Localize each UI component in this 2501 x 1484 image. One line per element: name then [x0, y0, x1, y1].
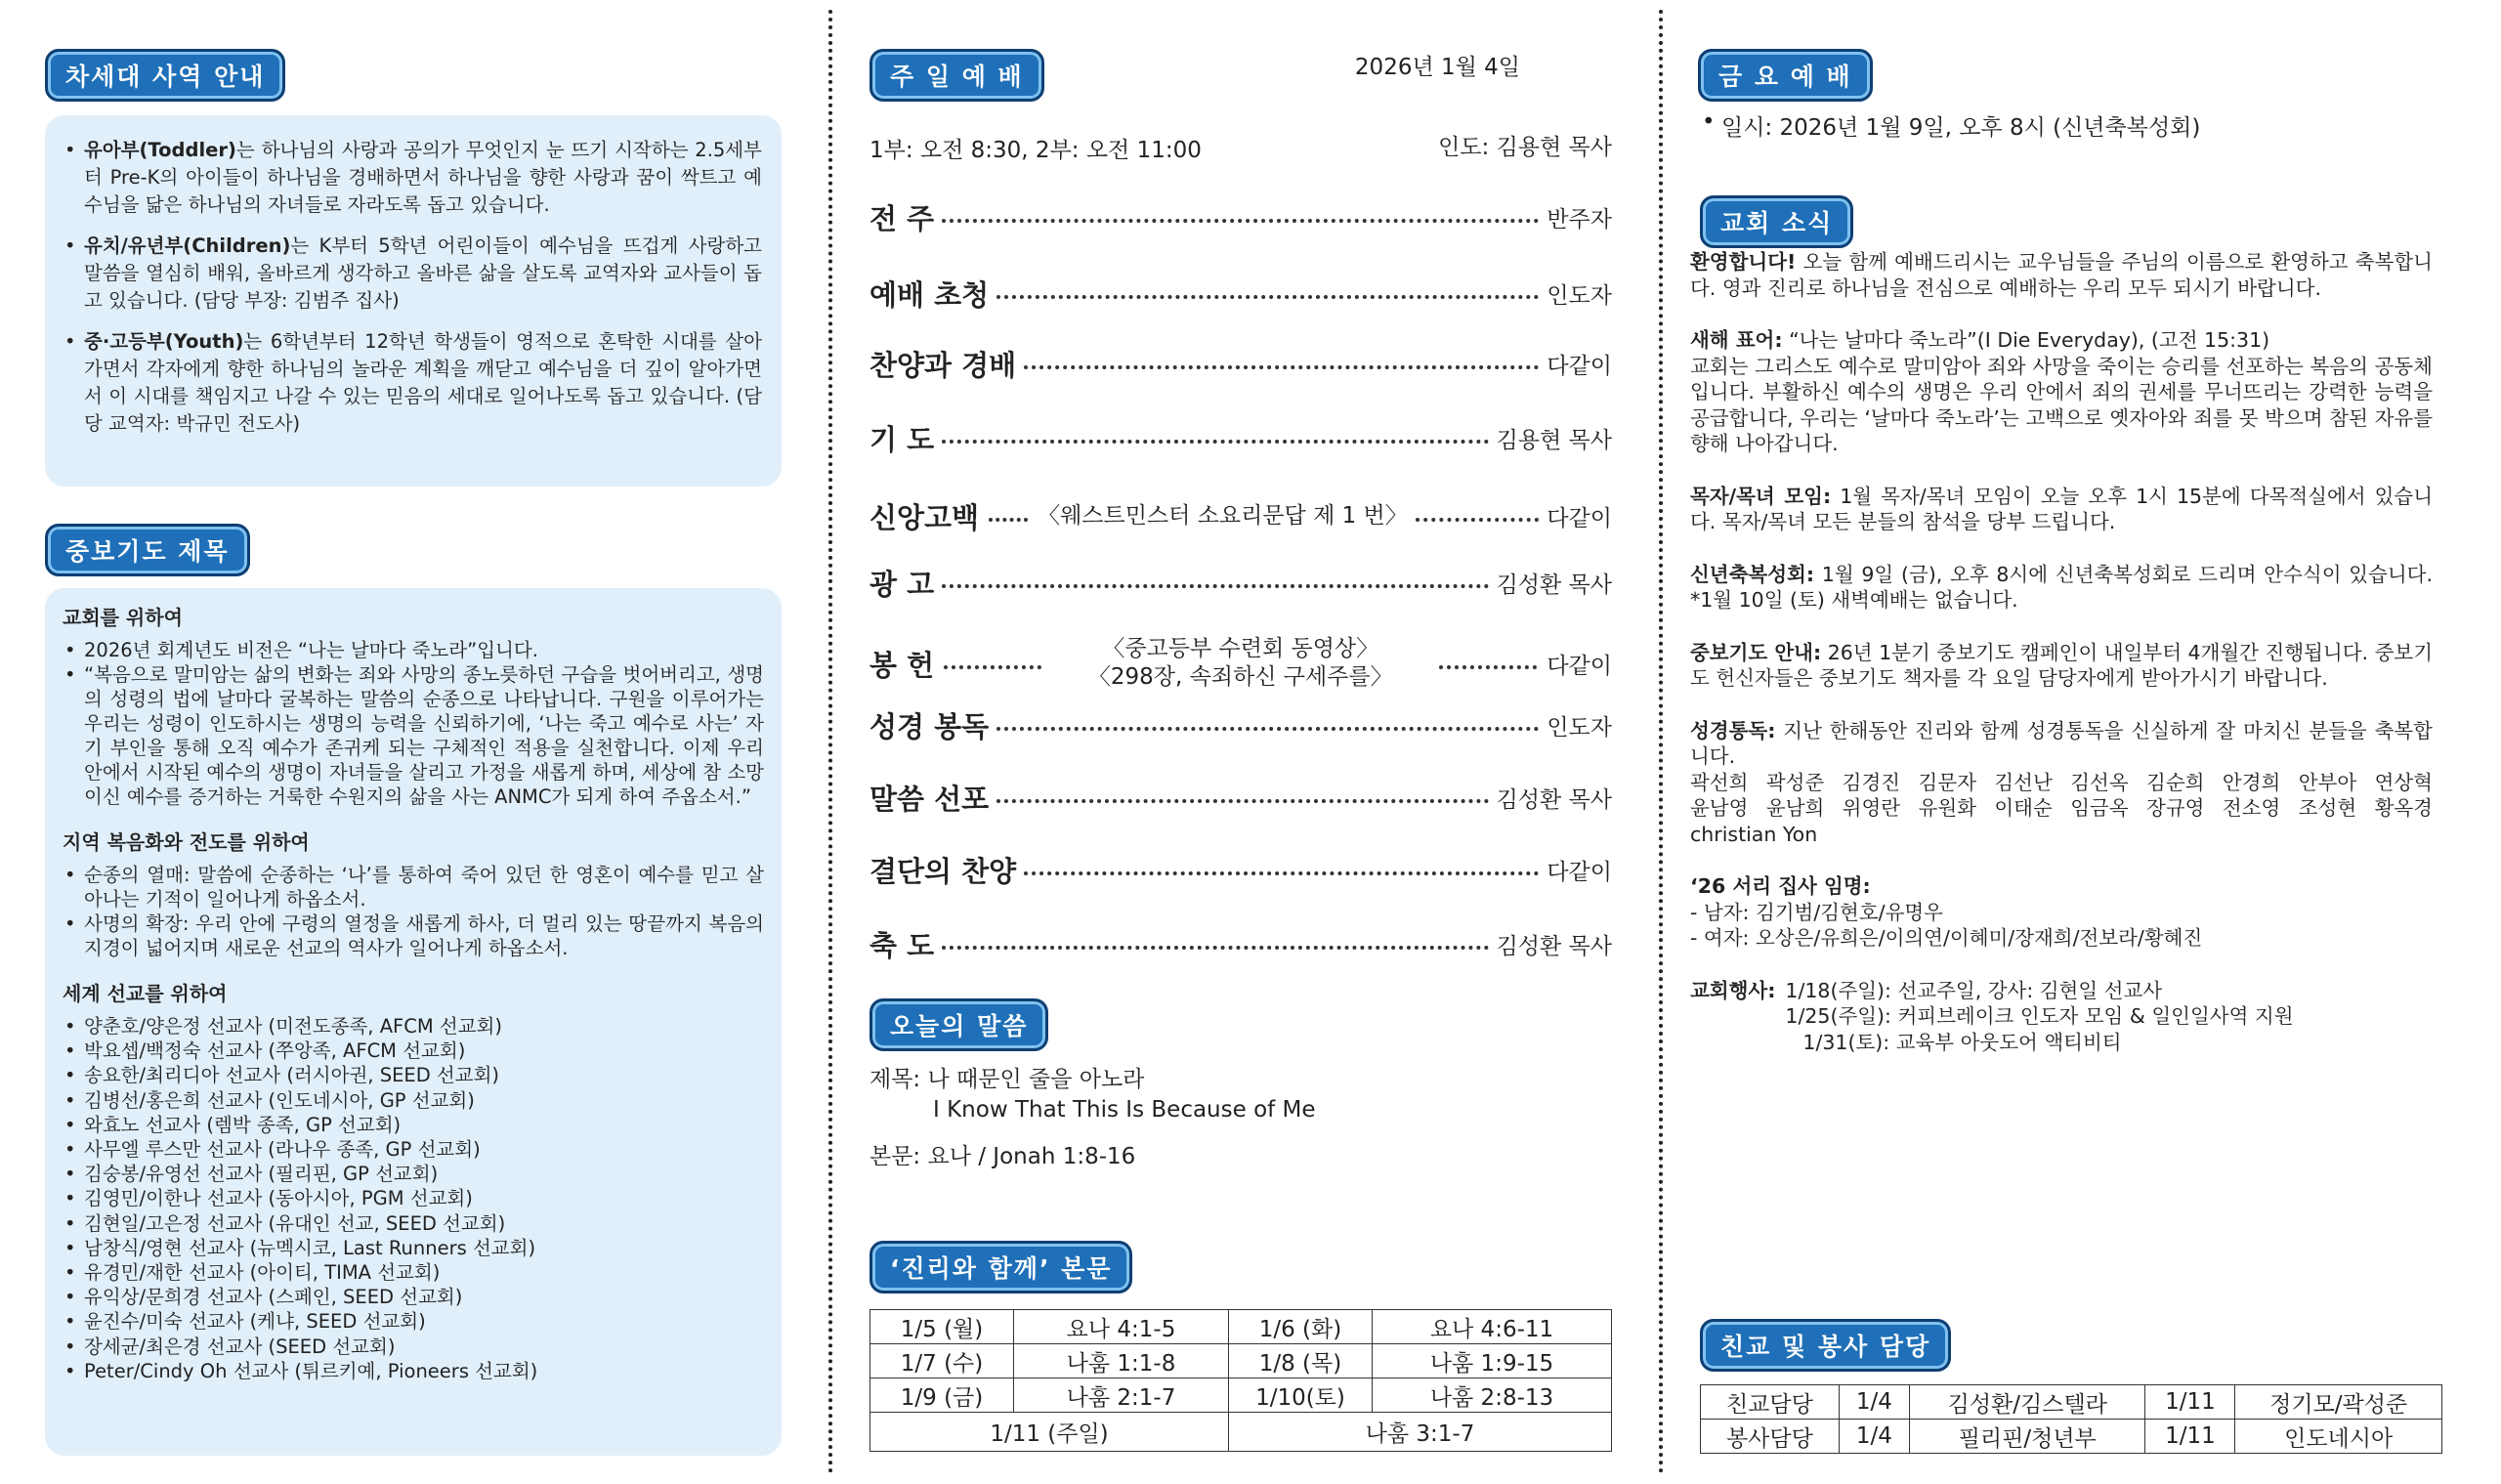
news-events: 교회행사: 1/18(주일): 선교주일, 강사: 김현일 선교사 1/25(주일): 커피브레이크 인도자 모임 & 일인일사역 지원 1/31(토): 교육부 아웃도어 액티비티	[1690, 978, 2294, 1054]
order-row: 봉 헌 〈중고등부 수련회 동영상〉 〈298장, 속죄하신 구세주를〉 다같이	[869, 636, 1612, 690]
column-divider-right	[1659, 10, 1663, 1474]
prayer-church	[63, 606, 764, 809]
sermon-info	[869, 1065, 1316, 1172]
prayer-church-title: 교회를 위하여	[63, 606, 183, 629]
reading-table	[869, 1309, 1612, 1452]
order-row: 전 주 반주자	[869, 201, 1612, 235]
order-row: 성경 봉독 인도자	[869, 709, 1612, 743]
list-item: • 2026년 회계년도 비전은 “나는 날마다 죽노라”입니다.	[63, 638, 764, 662]
prayer-local-title: 지역 복음화와 전도를 위하여	[63, 830, 310, 854]
missionary-item: • 사무엘 루스만 선교사 (라나우 종족, GP 선교회)	[63, 1137, 764, 1162]
sermon-title-en: I Know That This Is Because of Me	[933, 1097, 1316, 1123]
worship-badge: 주 일 예 배	[869, 49, 1044, 102]
news-motto: 새해 표어: “나는 날마다 죽노라”(I Die Everyday), (고전 15:31) 교회는 그리스도 예수로 말미암아 죄와 사망을 죽이는 승리를 선포하는 복음의 공동체입니다. 부활하신 예수의 생명은 우리 안에서 죄의 권세를 무너뜨리는 강력한 능력을 공급합니다, 우리는 ‘날마다 죽노라’는 고백으로 옛자아와 죄를 못 박으며 참된 자유를 향해 나아갑니다.	[1690, 328, 2433, 455]
sermon-badge: 오늘의 말씀	[869, 998, 1048, 1051]
table-row: 1/9 (금) 나훔 2:1-7 1/10(토) 나훔 2:8-13	[870, 1378, 1612, 1413]
order-row: 결단의 찬양 다같이	[869, 854, 1612, 888]
sermon-title-label: 제목:	[869, 1067, 921, 1092]
missionary-item: • 윤진수/미숙 선교사 (케냐, SEED 선교회)	[63, 1309, 764, 1334]
news-badge: 교회 소식	[1700, 195, 1853, 248]
ministry-item-children: • 유치/유년부(Children)는 K부터 5학년 어린이들이 예수님을 뜨겁게 사랑하고 말씀을 열심히 배워, 올바르게 생각하고 올바른 삶을 살도록 교역자와 교사들이 돕고 있습니다. (담당 부장: 김범주 집사)	[63, 233, 762, 315]
missionary-item: • 와효노 선교사 (렘박 종족, GP 선교회)	[63, 1113, 764, 1137]
list-item: • 사명의 확장: 우리 안에 구령의 열정을 새롭게 하사, 더 멀리 있는 땅끝까지 복음의 지경이 넓어지며 새로운 선교의 역사가 일어나게 하옵소서.	[63, 912, 764, 960]
list-item: • “복음으로 말미암는 삶의 변화는 죄와 사망의 종노릇하던 구습을 벗어버리고, 생명의 성령의 법에 날마다 굴복하는 말씀의 순종으로 나타납니다. 구원을 이루어가는 우리는 성령이 인도하시는 생명의 능력을 신뢰하기에, ‘나는 죽고 예수로 사는’ 자기 부인을 통해 오직 예수가 존귀케 되는 구체적인 적용을 실천합니다. 이제 우리 안에서 시작된 예수의 생명이 자녀들을 살리고 가정을 새롭게 하며, 세상에 참 소망이신 예수를 증거하는 거룩한 수원지의 삶을 사는 ANMC가 되게 하여 주옵소서.”	[63, 662, 764, 809]
sermon-text: 요나 / Jonah 1:8-16	[927, 1144, 1136, 1169]
news-revival: 신년축복성회: 1월 9일 (금), 오후 8시에 신년축복성회로 드리며 안수식이 있습니다. *1월 10일 (토) 새벽예배는 없습니다.	[1690, 562, 2433, 612]
table-row: 봉사담당 1/4 필리핀/청년부 1/11 인도네시아	[1701, 1420, 2442, 1454]
sermon-text-label: 본문:	[869, 1144, 921, 1169]
news-welcome: 환영합니다! 오늘 함께 예배드리시는 교우님들을 주님의 이름으로 환영하고 축복합니다. 영과 진리로 하나님을 전심으로 예배하는 우리 모두 되시기 바랍니다.	[1690, 250, 2433, 300]
ministry-badge: 차세대 사역 안내	[45, 49, 285, 102]
prayer-badge: 중보기도 제목	[45, 524, 250, 576]
friday-info: • 일시: 2026년 1월 9일, 오후 8시 (신년축복성회)	[1700, 109, 2200, 142]
order-row: 신앙고백 〈웨스트민스터 소요리문답 제 1 번〉 다같이	[869, 500, 1612, 534]
ministry-panel	[45, 115, 782, 487]
table-row: 친교담당 1/4 김성환/김스텔라 1/11 정기모/곽성준	[1701, 1385, 2442, 1420]
news-body	[1690, 249, 2433, 1055]
list-item: • 순종의 열매: 말씀에 순종하는 ‘나’를 통하여 죽어 있던 한 영혼이 예수를 믿고 살아나는 기적이 일어나게 하옵소서.	[63, 863, 764, 912]
friday-badge: 금 요 예 배	[1698, 49, 1873, 102]
worship-date: 2026년 1월 4일	[1354, 55, 1520, 80]
service-table	[1700, 1384, 2442, 1454]
missionary-item: • 박요셉/백정숙 선교사 (쭈앙족, AFCM 선교회)	[63, 1039, 764, 1063]
table-row: 1/5 (월) 요나 4:1-5 1/6 (화) 요나 4:6-11	[870, 1310, 1612, 1344]
missionary-item: • 유익상/문희경 선교사 (스페인, SEED 선교회)	[63, 1285, 764, 1309]
missionary-item: • 남창식/영현 선교사 (뉴멕시코, Last Runners 선교회)	[63, 1236, 764, 1260]
missionary-item: • 양춘호/양은정 선교사 (미전도종족, AFCM 선교회)	[63, 1014, 764, 1039]
news-pastors: 목자/목녀 모임: 1월 목자/목녀 모임이 오늘 오후 1시 15분에 다목적실에서 있습니다. 목자/목녀 모든 분들의 참석을 당부 드립니다.	[1690, 484, 2434, 533]
left-column	[39, 0, 791, 1484]
missionary-item: • 김숭봉/유영선 선교사 (필리핀, GP 선교회)	[63, 1162, 764, 1186]
order-row: 예배 초청 인도자	[869, 277, 1612, 312]
prayer-local	[63, 830, 764, 960]
news-intercession: 중보기도 안내: 26년 1분기 중보기도 캠페인이 내일부터 4개월간 진행됩니다. 중보기도 헌신자들은 중보기도 책자를 각 요일 담당자에게 받아가시기 바랍니다.	[1690, 640, 2433, 690]
news-deacon: ‘26 서리 집사 임명: - 남자: 김기범/김현호/유명우 - 여자: 오상은/유희은/이의연/이혜미/장재희/전보라/황혜진	[1690, 874, 2203, 950]
middle-column	[860, 0, 1612, 1484]
order-row: 기 도 김용현 목사	[869, 422, 1612, 456]
prayer-panel	[45, 588, 782, 1456]
reading-badge: ‘진리와 함께’ 본문	[869, 1241, 1132, 1293]
ministry-item-youth: • 중·고등부(Youth)는 6학년부터 12학년 학생들이 영적으로 혼탁한 시대를 살아가면서 각자에게 향한 하나님의 놀라운 계획을 깨닫고 예수님을 더 깊이 알아가면서 이 시대를 책임지고 나갈 수 있는 믿음의 세대로 일어나도록 돕고 있습니다. (담당 교역자: 박규민 전도사)	[63, 328, 762, 438]
column-divider-left	[828, 10, 832, 1474]
missionary-item: • 김영민/이한나 선교사 (동아시아, PGM 선교회)	[63, 1186, 764, 1210]
news-bible: 성경통독: 지난 한해동안 진리와 함께 성경통독을 신실하게 잘 마치신 분들을 축복합니다. 곽선희 곽성준 김경진 김문자 김선난 김선옥 김순희 안경희 안부아 연상혁 윤남영 윤남희 위영란 유원화 이태순 임금옥 장규영 전소영 조성현 황옥경 christian Yon	[1690, 718, 2433, 846]
order-row: 축 도 김성환 목사	[869, 928, 1612, 962]
worship-leader: 인도: 김용현 목사	[1438, 135, 1612, 160]
prayer-world	[63, 982, 764, 1383]
order-row: 말씀 선포 김성환 목사	[869, 782, 1612, 816]
ministry-item-toddler: • 유아부(Toddler)는 하나님의 사랑과 공의가 무엇인지 눈 뜨기 시작하는 2.5세부터 Pre-K의 아이들이 하나님을 경배하면서 하나님을 향한 사랑과 꿈이 싹트고 예수님을 닮은 하나님의 자녀들로 자라도록 돕고 있습니다.	[63, 137, 762, 219]
prayer-world-title: 세계 선교를 위하여	[63, 982, 228, 1005]
order-row: 찬양과 경배 다같이	[869, 348, 1612, 382]
order-row: 광 고 김성환 목사	[869, 567, 1612, 601]
table-row: 1/7 (수) 나훔 1:1-8 1/8 (목) 나훔 1:9-15	[870, 1344, 1612, 1378]
right-column	[1680, 0, 2442, 1484]
sermon-title: 나 때문인 줄을 아노라	[927, 1067, 1145, 1092]
missionary-item: • 송요한/최리디아 선교사 (러시아권, SEED 선교회)	[63, 1063, 764, 1087]
service-badge: 친교 및 봉사 담당	[1700, 1319, 1951, 1372]
worship-times: 1부: 오전 8:30, 2부: 오전 11:00	[869, 138, 1202, 163]
missionary-item: • 장세균/최은경 선교사 (SEED 선교회)	[63, 1335, 764, 1359]
missionary-item: • 김현일/고은정 선교사 (유대인 선교, SEED 선교회)	[63, 1211, 764, 1236]
table-row: 1/11 (주일) 나훔 3:1-7	[870, 1413, 1612, 1452]
missionary-item: • 김병선/홍은희 선교사 (인도네시아, GP 선교회)	[63, 1088, 764, 1113]
missionary-item: • Peter/Cindy Oh 선교사 (튀르키예, Pioneers 선교회)	[63, 1359, 764, 1383]
missionary-item: • 유경민/재한 선교사 (아이티, TIMA 선교회)	[63, 1260, 764, 1285]
